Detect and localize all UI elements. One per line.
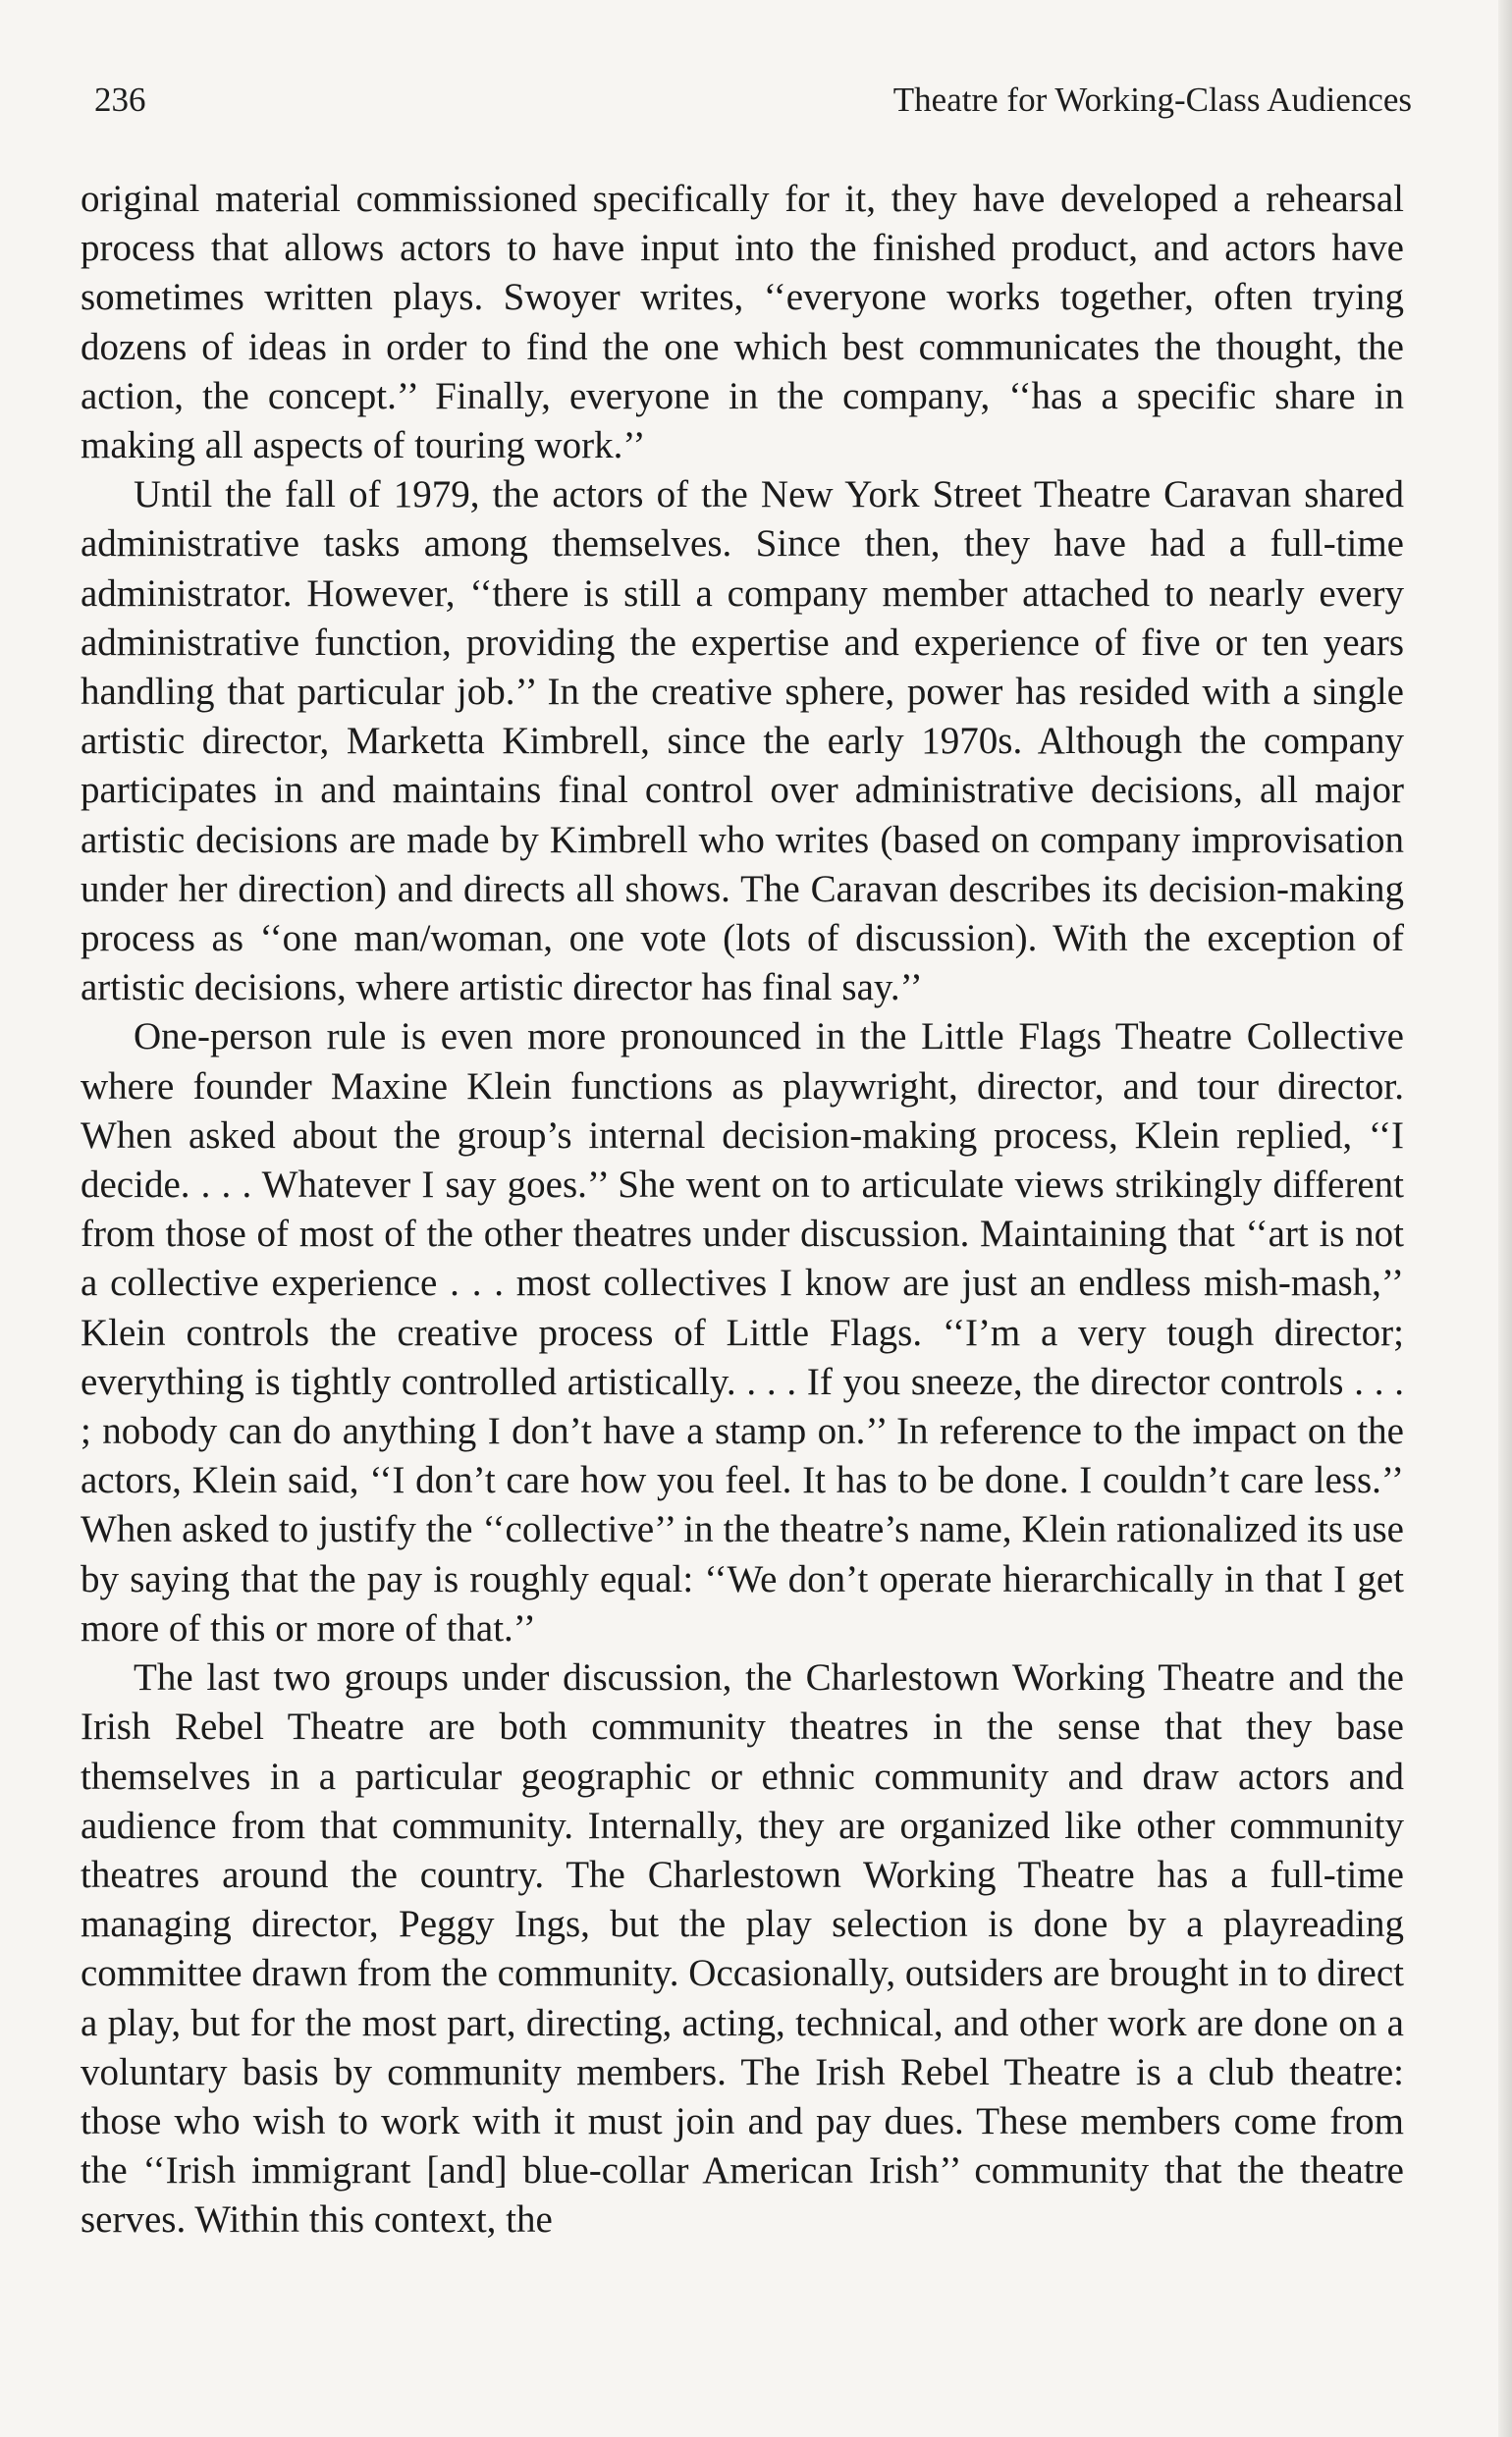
page-header [94, 81, 1412, 139]
body-text [81, 175, 1404, 2246]
paragraph-4: The last two groups under discussion, the Charlestown Working Theatre and the Irish Rebel Theatre are both community theatres in the sense that they base themselves in a particular geographic or ethnic community and draw actors and audience from that community. Internally, they are organized like other community theatres around the country. The Charlestown Working Theatre has a full-time managing director, Peggy Ings, but the play selection is done by a playreading committee drawn from the community. Occasionally, outsiders are brought in to direct a play, but for the most part, directing, acting, technical, and other work are done on a voluntary basis by community members. The Irish Rebel Theatre is a club theatre: those who wish to work with it must join and pay dues. These members come from the ‘‘Irish immigrant [and] blue-collar American Irish’’ community that the theatre serves. Within this context, the [81, 1656, 1404, 2242]
page-number: 236 [94, 81, 146, 119]
paragraph-3: One-person rule is even more pronounced in the Little Flags Theatre Collective where founder Maxine Klein functions as playwright, director, and tour director. When asked about the group’s internal decision-making process, Klein replied, ‘‘I decide. . . . Whatever I say goes.’’ She went on to articulate views strikingly different from those of most of the other theatres under discussion. Maintaining that ‘‘art is not a collective experience . . . most collectives I know are just an endless mish-mash,’’ Klein controls the creative process of Little Flags. ‘‘I’m a very tough director; everything is tightly controlled artistically. . . . If you sneeze, the director controls . . . ; nobody can do anything I don’t have a stamp on.’’ In reference to the impact on the actors, Klein said, ‘‘I don’t care how you feel. It has to be done. I couldn’t care less.’’ When asked to justify the ‘‘collective’’ in the theatre’s name, Klein rationalized its use by saying that the pay is roughly equal: ‘‘We don’t operate hierarchically in that I get more of this or more of that.’’ [81, 1015, 1404, 1650]
paragraph-2: Until the fall of 1979, the actors of the New York Street Theatre Caravan shared administrative tasks among themselves. Since then, they have had a full-time administrator. However, ‘‘there is still a company member attached to nearly every administrative function, providing the expertise and experience of five or ten years handling that particular job.’’ In the creative sphere, power has resided with a single artistic director, Marketta Kimbrell, since the early 1970s. Although the company participates in and maintains final control over administrative decisions, all major artistic decisions are made by Kimbrell who writes (based on company improvisation under her direction) and directs all shows. The Caravan describes its decision-making process as ‘‘one man/woman, one vote (lots of discussion). With the exception of artistic decisions, where artistic director has final say.’’ [81, 473, 1404, 1009]
page-edge-shadow [1498, 0, 1512, 2437]
paragraph-1: original material commissioned specifically for it, they have developed a rehearsal process that allows actors to have input into the finished product, and actors have sometimes written plays. Swoyer writes, ‘‘everyone works together, often trying dozens of ideas in order to find the one which best communicates the thought, the action, the concept.’’ Finally, everyone in the company, ‘‘has a specific share in making all aspects of touring work.’’ [81, 178, 1404, 467]
running-head-title: Theatre for Working-Class Audiences [892, 81, 1412, 119]
